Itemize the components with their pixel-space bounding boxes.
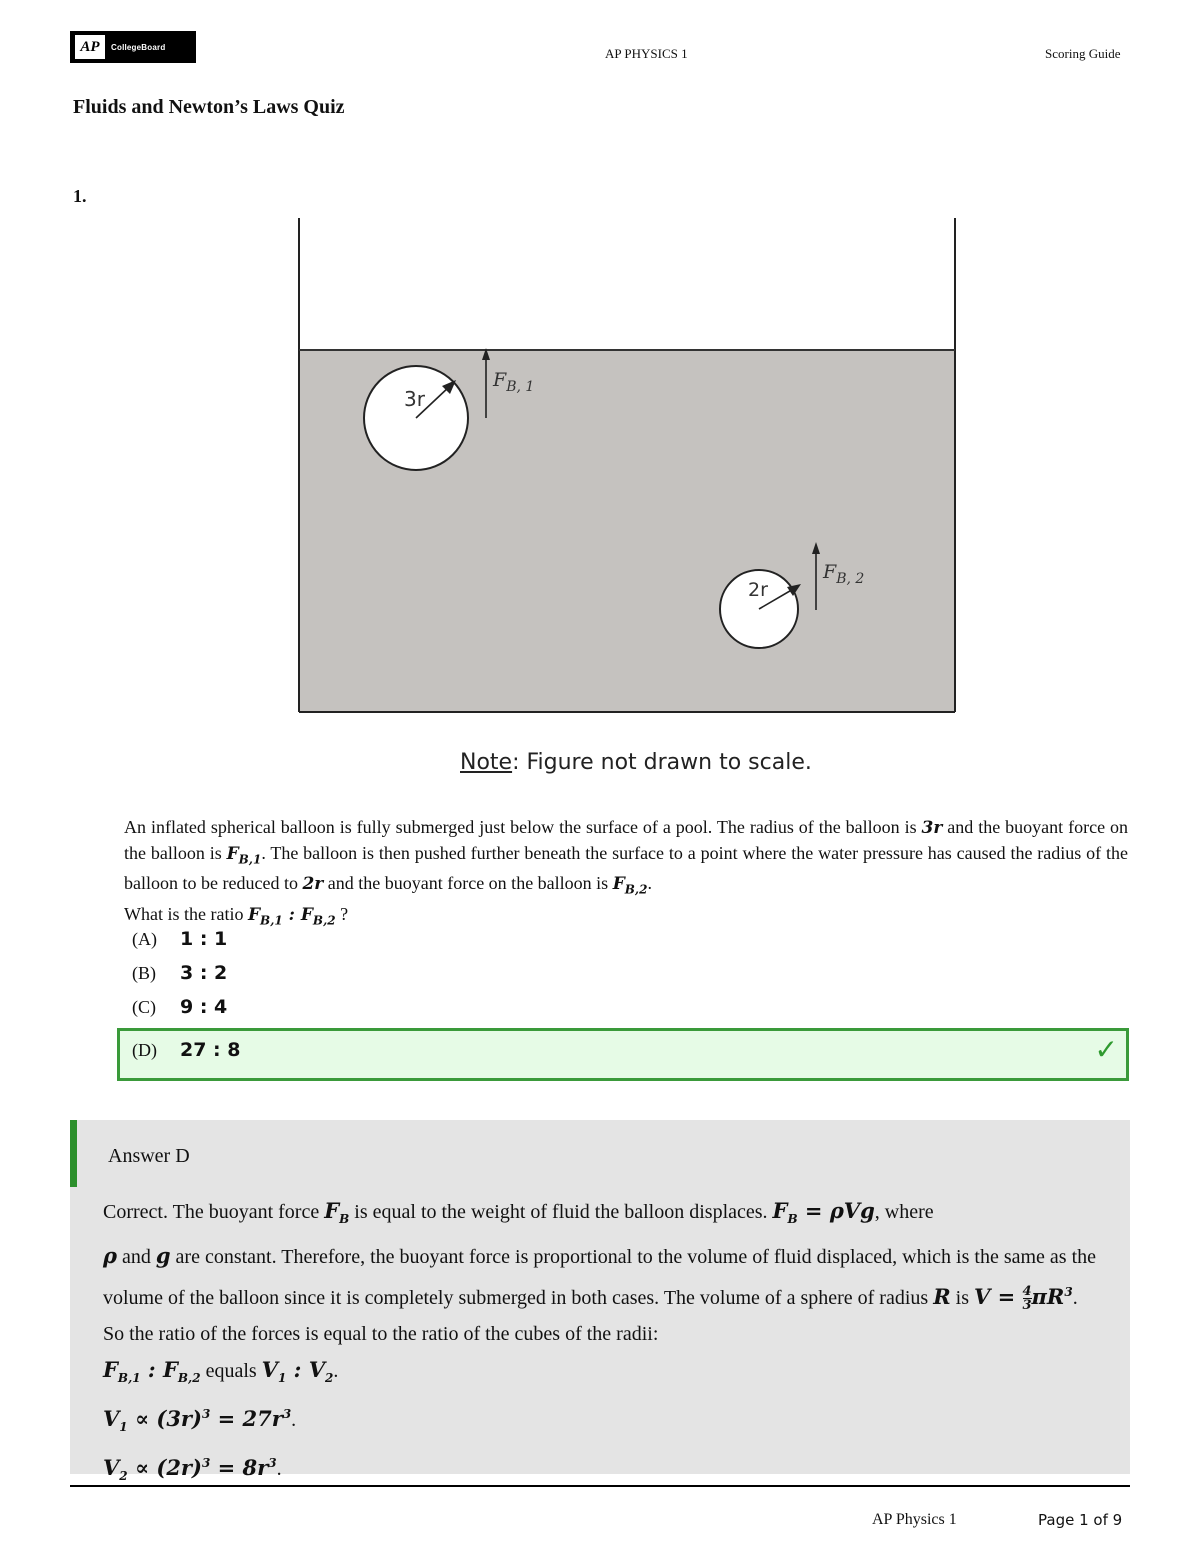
math-2r: 2r	[302, 874, 324, 895]
note-text: : Figure not drawn to scale.	[512, 750, 812, 775]
large-radius-label: 3r	[404, 387, 425, 411]
math-fb-eq: $F_B = \rho Vg$	[772, 1198, 875, 1227]
math-3r: 3r	[921, 818, 943, 838]
ap-logo-mark: AP	[75, 35, 105, 59]
math-R: R	[933, 1284, 951, 1310]
choice-label: (B)	[132, 962, 156, 983]
math-ratio: $F_{B,1}$ : $F_{B,2}$	[247, 905, 336, 928]
choice-label: (D)	[132, 1039, 157, 1060]
answer-accent-bar	[70, 1120, 77, 1187]
choice-value: 9 : 4	[180, 996, 228, 1018]
math-fb2: $F_{B,2}$	[612, 874, 648, 897]
footer-page-number: Page 1 of 9	[1038, 1511, 1123, 1529]
note-label: Note	[460, 750, 513, 775]
math-volume: V = $\frac{4}{3}$ $\pi R^3$	[973, 1284, 1073, 1314]
choice-value: 1 : 1	[180, 928, 228, 950]
question-number: 1.	[73, 186, 87, 206]
answer-body: Correct. The buoyant force $F_B$ is equal to the weight of fluid the balloon displaces. $F_B = \rho Vg$, where ρ and g are constant. Therefore, the buoyant force is proportional to the volume of fluid displaced, which is the same as the volume of the balloon since it is completely submerged in both cases. The volume of a sphere of radius R is V = $\frac{4}{3}$ $\pi R^3$. So the ratio of the forces is equal to the ratio of the cubes of the radii: $F_{B,1}$ : $F_{B,2}$ equals $V_1$ : $V_2$. $V_1 \propto (3r)^3 = 27r^3$. $V_2 \propto (2r)^3 = 8r^3$.	[103, 1198, 1097, 1483]
math-force-ratio: $F_{B,1}$ : $F_{B,2}$	[103, 1357, 201, 1386]
answer-heading: Answer D	[108, 1145, 190, 1167]
choice-label: (A)	[132, 928, 157, 949]
answer-explanation	[70, 1120, 1130, 1483]
college-board-wordmark: CollegeBoard	[111, 42, 166, 52]
choice-d[interactable]	[132, 1039, 241, 1061]
header-scoring-guide: Scoring Guide	[1045, 46, 1121, 61]
stem-text: and the buoyant force on the balloon is	[124, 817, 1129, 863]
choice-label: (C)	[132, 996, 156, 1017]
stem-text: An inflated spherical balloon is fully submerged just below the surface of a pool. The radius of the balloon is	[124, 817, 922, 837]
question-stem	[124, 815, 1128, 933]
choice-c[interactable]	[132, 996, 227, 1018]
footer-course: AP Physics 1	[872, 1511, 957, 1528]
correct-choice-highlight	[117, 1028, 1129, 1081]
choice-value: 27 : 8	[180, 1039, 241, 1061]
math-v2: $V_2 \propto (2r)^3 = 8r^3$	[103, 1454, 277, 1483]
math-fb1: $F_{B,1}$	[226, 843, 262, 866]
footer-rule	[70, 1485, 1130, 1487]
choice-b[interactable]	[132, 962, 227, 984]
small-radius-label: 2r	[748, 579, 768, 601]
page-title: Fluids and Newton’s Laws Quiz	[73, 96, 345, 118]
stem-text: ?	[335, 904, 349, 925]
choice-value: 3 : 2	[180, 962, 228, 984]
math-g: g	[155, 1242, 171, 1268]
force1-label: $F_{B, 1}$	[493, 369, 535, 395]
force2-label: $F_{B, 2}$	[823, 561, 865, 587]
math-volume-ratio: $V_1$ : $V_2$	[261, 1357, 334, 1386]
math-fb: $F_B$	[324, 1198, 350, 1227]
balloon-figure	[290, 210, 970, 720]
stem-text: What is the ratio	[124, 904, 248, 925]
figure-note	[460, 750, 812, 775]
header-subject: AP PHYSICS 1	[605, 46, 688, 61]
math-v1: $V_1 \propto (3r)^3 = 27r^3$	[103, 1405, 292, 1435]
choice-a[interactable]	[132, 928, 227, 950]
stem-text: .	[647, 873, 652, 894]
checkmark-icon: ✓	[1094, 1033, 1118, 1066]
math-rho: ρ	[103, 1242, 117, 1268]
college-board-logo	[70, 31, 196, 63]
stem-text: and the buoyant force on the balloon is	[323, 873, 613, 894]
stem-text: . The balloon is then pushed further beneath the surface to a point where the water pressure has caused the radius of the balloon to be reduced to	[124, 842, 1128, 894]
